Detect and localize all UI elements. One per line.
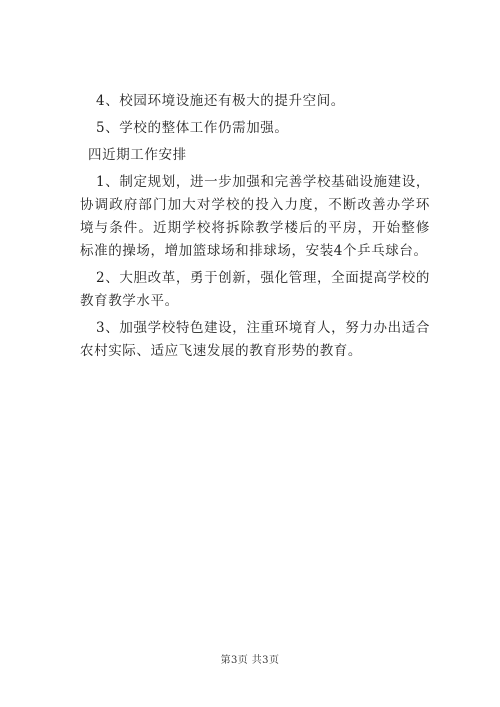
paragraph-plan-3: 3、加强学校特色建设，注重环境育人，努力办出适合农村实际、适应飞速发展的教育形势的教育。	[80, 320, 430, 359]
paragraph-plan-2: 2、大胆改革，勇于创新，强化管理，全面提高学校的教育教学水平。	[80, 270, 430, 309]
page-number-footer: 第3页 共3页	[220, 655, 280, 666]
section-heading: 四近期工作安排	[88, 147, 187, 163]
paragraph-item-4: 4、校园环境设施还有极大的提升空间。	[96, 93, 345, 109]
document-body	[80, 90, 430, 363]
paragraph-item-5: 5、学校的整体工作仍需加强。	[96, 120, 289, 136]
paragraph-plan-1: 1、制定规划，进一步加强和完善学校基础设施建设，协调政府部门加大对学校的投入力度，不断改善办学环境与条件。近期学校将拆除教学楼后的平房，开始整修标准的操场，增加篮球场和排球场，安装4个乒乓球台。	[80, 174, 430, 259]
